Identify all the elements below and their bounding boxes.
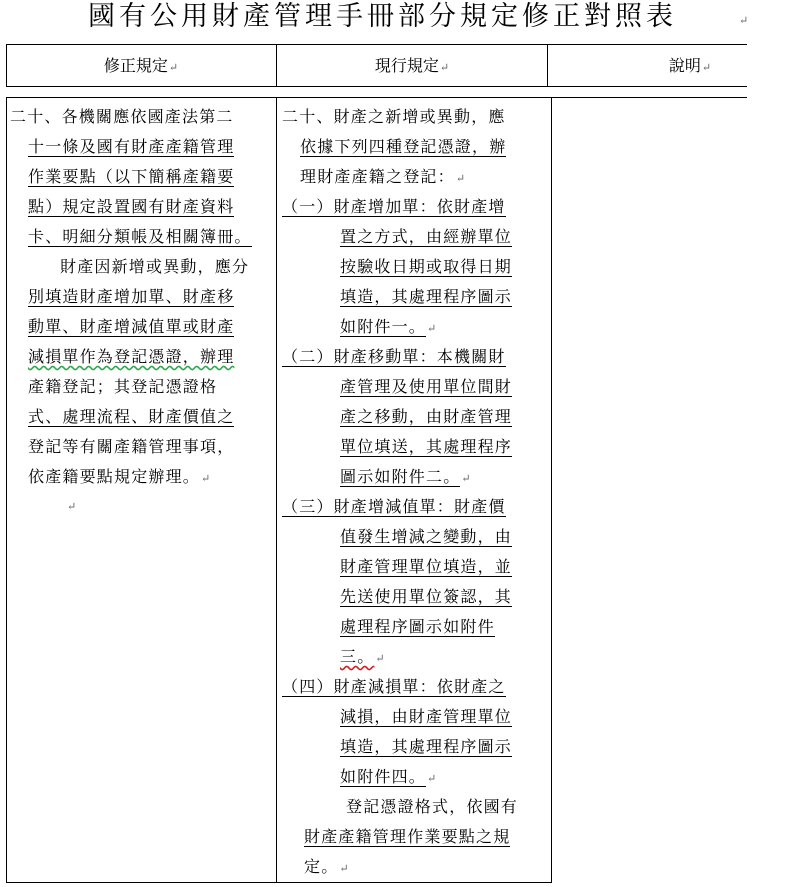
revised-line: 點）規定設置國有財產資料	[28, 197, 235, 216]
body-divider-2	[551, 97, 552, 883]
revised-line: 動單、財產增減值單或財產	[28, 317, 235, 336]
revised-line: 作業要點（以下簡稱產籍要	[28, 167, 235, 186]
current-line: 先送使用單位簽認，其	[340, 587, 513, 606]
current-line: 圖示如附件二。↵	[340, 467, 472, 486]
current-line: 財產管理單位填造，並	[340, 557, 513, 576]
current-line: 依據下列四種登記憑證，辦	[300, 137, 507, 156]
current-line: 減損，由財產管理單位	[340, 707, 513, 726]
header-explanation: 說明↵	[668, 56, 712, 75]
current-line: 產之移動，由財產管理	[340, 407, 513, 426]
current-line: （二）財產移動單：本機關財	[282, 347, 506, 366]
revised-line: 十一條及國有財產產籍管理	[28, 137, 235, 156]
current-line: 財產產籍管理作業要點之規	[304, 827, 511, 846]
page-title: 國有公用財產管理手冊部分規定修正對照表	[88, 1, 677, 32]
paragraph-mark: ↵	[739, 14, 749, 27]
current-line: 登記憑證格式，依國有	[346, 797, 519, 816]
paragraph-mark: ↵	[67, 500, 77, 513]
body-divider-1	[276, 97, 277, 883]
current-line: 置之方式，由經辦單位	[340, 227, 513, 246]
table-top-border	[6, 44, 747, 45]
header-revised: 修正規定↵	[103, 56, 179, 75]
current-line: 按驗收日期或取得日期	[340, 257, 513, 276]
revised-line: 依產籍要點規定辦理。↵	[28, 467, 212, 486]
current-line: 三。↵	[340, 647, 386, 666]
current-line: 如附件四。↵	[340, 767, 438, 786]
current-line: 填造，其處理程序圖示	[340, 737, 513, 756]
revised-line: 卡、明細分類帳及相關簿冊。	[28, 227, 252, 246]
current-line: 單位填送，其處理程序	[340, 437, 513, 456]
body-left-border	[6, 97, 7, 883]
current-line: 處理程序圖示如附件	[340, 617, 495, 636]
current-line: 定。↵	[304, 857, 350, 876]
current-line: 值發生增減之變動，由	[340, 527, 513, 546]
revised-line: 產籍登記；其登記憑證格	[28, 377, 218, 396]
revised-line: 別填造財產增加單、財產移	[28, 287, 235, 306]
current-line: （一）財產增加單：依財產增	[282, 197, 506, 216]
header-divider-2	[547, 44, 548, 86]
header-bottom-border	[6, 86, 747, 87]
body-bottom-border	[6, 882, 551, 883]
current-line: 產管理及使用單位間財	[340, 377, 513, 396]
revised-line: 式、處理流程、財產價值之	[28, 407, 235, 426]
revised-line: 減損單作為登記憑證，辦理	[28, 347, 235, 366]
revised-line: 財產因新增或異動，應分	[60, 257, 250, 276]
body-top-border	[6, 97, 747, 98]
current-line: 二十、財產之新增或異動，應	[282, 107, 506, 126]
revised-line: 登記等有關產籍管理事項，	[28, 437, 235, 456]
current-line: （三）財產增減值單：財產價	[282, 497, 506, 516]
header-current: 現行規定↵	[374, 56, 450, 75]
current-line: 理財產產籍之登記：↵	[300, 167, 467, 186]
current-line: 如附件一。↵	[340, 317, 438, 336]
current-line: （四）財產減損單：依財產之	[282, 677, 506, 696]
current-line: 填造，其處理程序圖示	[340, 287, 513, 306]
revised-line: 二十、各機關應依國產法第二	[10, 107, 234, 126]
